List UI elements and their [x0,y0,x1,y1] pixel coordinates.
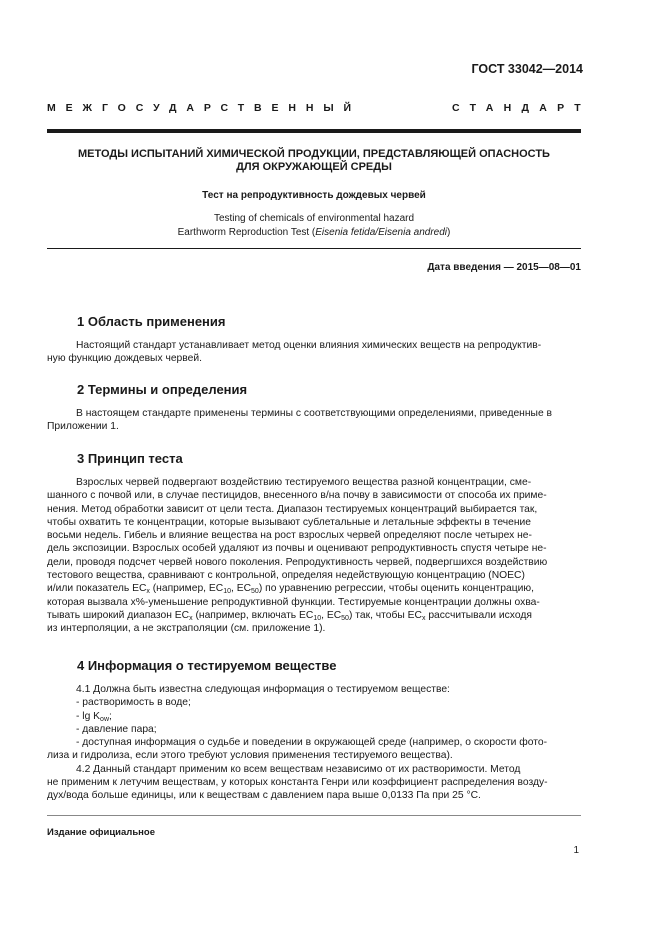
section-1-text: Настоящий стандарт устанавливает метод оценки влияния химических веществ на репродуктив- ную функцию дождевых червей. [47,340,542,365]
footer-divider [47,815,581,816]
thick-divider [47,129,581,133]
english-title [47,212,581,239]
section-2-heading: 2 Термины и определения [77,382,248,397]
title-line: МЕТОДЫ ИСПЫТАНИЙ ХИМИЧЕСКОЙ ПРОДУКЦИИ, ПРЕДСТАВЛЯЮЩЕЙ ОПАСНОСТЬ [78,148,550,160]
official-edition-label: Издание официальное [47,827,155,838]
section-4-heading: 4 Информация о тестируемом веществе [77,658,337,673]
document-title [47,148,581,174]
english-title-line: Testing of chemicals of environmental hazard [213,213,415,224]
banner-left-word: МЕЖГОСУДАРСТВЕННЫЙ [47,102,361,114]
section-3-heading: 3 Принцип теста [77,451,183,466]
document-subtitle: Тест на репродуктивность дождевых червей [202,190,426,201]
gost-code: ГОСТ 33042—2014 [471,62,583,76]
page-number: 1 [573,845,579,856]
introduction-date: Дата введения — 2015—08—01 [427,262,581,273]
english-title-line: Earthworm Reproduction Test (Eisenia fetida/Eisenia andredi) [177,226,451,238]
banner-right-word: СТАНДАРТ [452,102,591,114]
section-3-text: Взрослых червей подвергают воздействию тестируемого вещества разной концентрации, сме- шанного с почвой или, в случае пестицидов, внесенного в/на почву в зависимости от способа их приме- нения. Метод обработки зависит от цели теста. Диапазон тестируемых концентраций выбирается так, чтобы охватить те концентрации, которые вызывают сублетальные и летальные эффекты в течение восьми недель. Гибель и влияние вещества на рост взрослых червей определяют после четырех не- дель экспозиции. Взрослых особей удаляют из почвы и оценивают репродуктивность спустя четыре не- дели, проводя подсчет червей нового поколения. Репродуктивность червей, подвергшихся воздействию тестового вещества, сравнивают с контрольной, определяя недействующую концентрацию (NOEC) и/или показатель $EC_x$ (например, $EC_{10}$, $EC_{50}$) по уравнению регрессии, чтобы оценить концентрацию, которая вызвала х%-уменьшение репродуктивной функции. Тестируемые концентрации должны охва- тывать широкий диапазон $EC_x$ (например, включать $EC_{10}$, $EC_{50}$) так, чтобы $EC_x$ рассчитывали исходя из интерполяции, а не экстраполяции (см. приложение 1). [47,477,548,635]
section-2-text: В настоящем стандарте применены термины с соответствующими определениями, приведенные в Приложении 1. [47,408,553,433]
section-1-heading: 1 Область применения [77,314,226,329]
section-4-text: 4.1 Должна быть известна следующая информация о тестируемом веществе: - растворимость в воде; - $\lg K_{ow}$; - давление пара; - доступная информация о судьбе и поведении в окружающей среде (например, о скорости фото- лиза и гидролиза, если этого требуют условия применения тестируемого вещества). 4.2 Данный стандарт применим ко всем веществам независимо от их растворимости. Метод не применим к летучим веществам, у которых константа Генри или коэффициент распределения возду- дух/вода больше единицы, или к веществам с давлением пара выше 0,0133 Па при 25 °С. [47,684,548,802]
title-line: ДЛЯ ОКРУЖАЮЩЕЙ СРЕДЫ [236,161,392,173]
thin-divider [47,248,581,249]
